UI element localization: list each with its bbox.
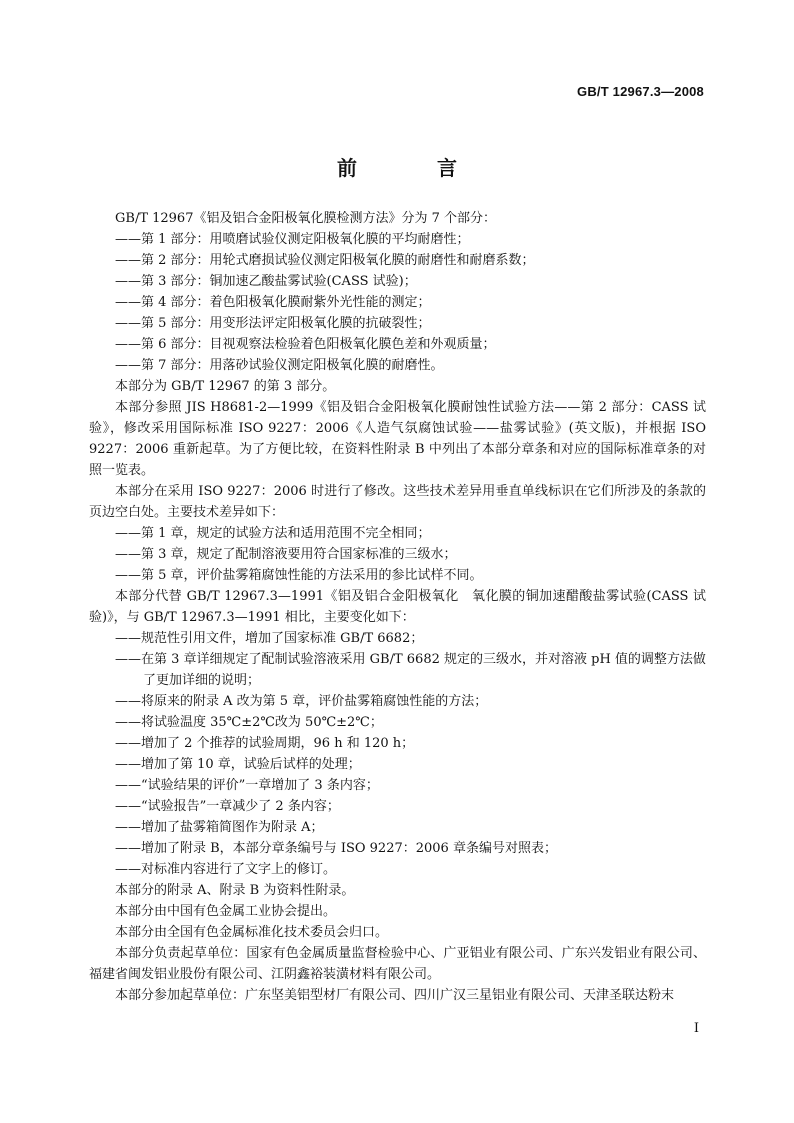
list-item: ——“试验结果的评价”一章增加了 3 条内容；: [115, 778, 379, 793]
list-item: ——第 1 章，规定的试验方法和适用范围不完全相同；: [115, 526, 431, 541]
document-body: [89, 208, 706, 1006]
list-item: ——第 5 章，评价盐雾箱腐蚀性能的方法采用的参比试样不同。: [115, 568, 483, 583]
list-item: ——第 5 部分：用变形法评定阳极氧化膜的抗破裂性；: [115, 316, 431, 331]
list-item: ——第 2 部分：用轮式磨损试验仪测定阳极氧化膜的耐磨性和耐磨系数；: [115, 253, 535, 268]
list-item: ——增加了附录 B，本部分章条编号与 ISO 9227：2006 章条编号对照表；: [115, 841, 557, 856]
list-item: ——第 1 部分：用喷磨试验仪测定阳极氧化膜的平均耐磨性；: [115, 232, 470, 247]
paragraph: 本部分参照 JIS H8681-2—1999《铝及铝合金阳极氧化膜耐蚀性试验方法——第 2 部分：CASS 试验》，修改采用国际标准 ISO 9227：2006《人造气氛腐蚀试验——盐雾试验》(英文版)，并根据 ISO 9227：2006 重新起草。为了方便比较，在资料性附录 B 中列出了本部分章条和对应的国际标准章条的对照一览表。: [89, 400, 706, 478]
paragraph: 本部分代替 GB/T 12967.3—1991《铝及铝合金阳极氧化 氧化膜的铜加速醋酸盐雾试验(CASS 试验)》，与 GB/T 12967.3—1991 相比，主要变化如下：: [89, 589, 706, 625]
paragraph: 本部分为 GB/T 12967 的第 3 部分。: [115, 379, 336, 394]
paragraph: GB/T 12967《铝及铝合金阳极氧化膜检测方法》分为 7 个部分：: [115, 211, 497, 226]
list-item: ——第 7 部分：用落砂试验仪测定阳极氧化膜的耐磨性。: [115, 358, 444, 373]
list-item: ——增加了 2 个推荐的试验周期，96 h 和 120 h；: [115, 736, 415, 751]
list-item: ——规范性引用文件，增加了国家标准 GB/T 6682；: [115, 631, 424, 646]
page-number: I: [693, 1021, 699, 1036]
list-item: ——将原来的附录 A 改为第 5 章，评价盐雾箱腐蚀性能的方法；: [115, 694, 488, 709]
list-item: ——第 3 章，规定了配制溶液要用符合国家标准的三级水；: [115, 547, 457, 562]
list-item: ——将试验温度 35℃±2℃改为 50℃±2℃；: [115, 715, 383, 730]
paragraph: 本部分的附录 A、附录 B 为资料性附录。: [115, 883, 355, 898]
paragraph: 本部分由全国有色金属标准化技术委员会归口。: [115, 925, 389, 940]
paragraph: 本部分负责起草单位：国家有色金属质量监督检验中心、广亚铝业有限公司、广东兴发铝业有限公司、福建省闽发铝业股份有限公司、江阴鑫裕装潢材料有限公司。: [89, 946, 706, 982]
list-item: ——第 3 部分：铜加速乙酸盐雾试验(CASS 试验)；: [115, 274, 417, 289]
paragraph: 本部分由中国有色金属工业协会提出。: [115, 904, 337, 919]
paragraph: 本部分在采用 ISO 9227：2006 时进行了修改。这些技术差异用垂直单线标识在它们所涉及的条款的页边空白处。主要技术差异如下：: [89, 484, 706, 520]
list-item: ——第 4 部分：着色阳极氧化膜耐紫外光性能的测定；: [115, 295, 431, 310]
list-item: ——在第 3 章详细规定了配制试验溶液采用 GB/T 6682 规定的三级水，并对溶液 pH 值的调整方法做了更加详细的说明；: [115, 652, 706, 688]
page-title: 前 言: [337, 156, 487, 180]
paragraph: 本部分参加起草单位：广东坚美铝型材厂有限公司、四川广汉三星铝业有限公司、天津圣联达粉末: [115, 988, 675, 1003]
list-item: ——“试验报告”一章减少了 2 条内容；: [115, 799, 340, 814]
list-item: ——增加了盐雾箱简图作为附录 A；: [115, 820, 324, 835]
list-item: ——增加了第 10 章，试验后试样的处理；: [115, 757, 361, 772]
list-item: ——对标准内容进行了文字上的修订。: [115, 862, 337, 877]
standard-number: GB/T 12967.3—2008: [577, 84, 704, 99]
list-item: ——第 6 部分：目视观察法检验着色阳极氧化膜色差和外观质量；: [115, 337, 496, 352]
